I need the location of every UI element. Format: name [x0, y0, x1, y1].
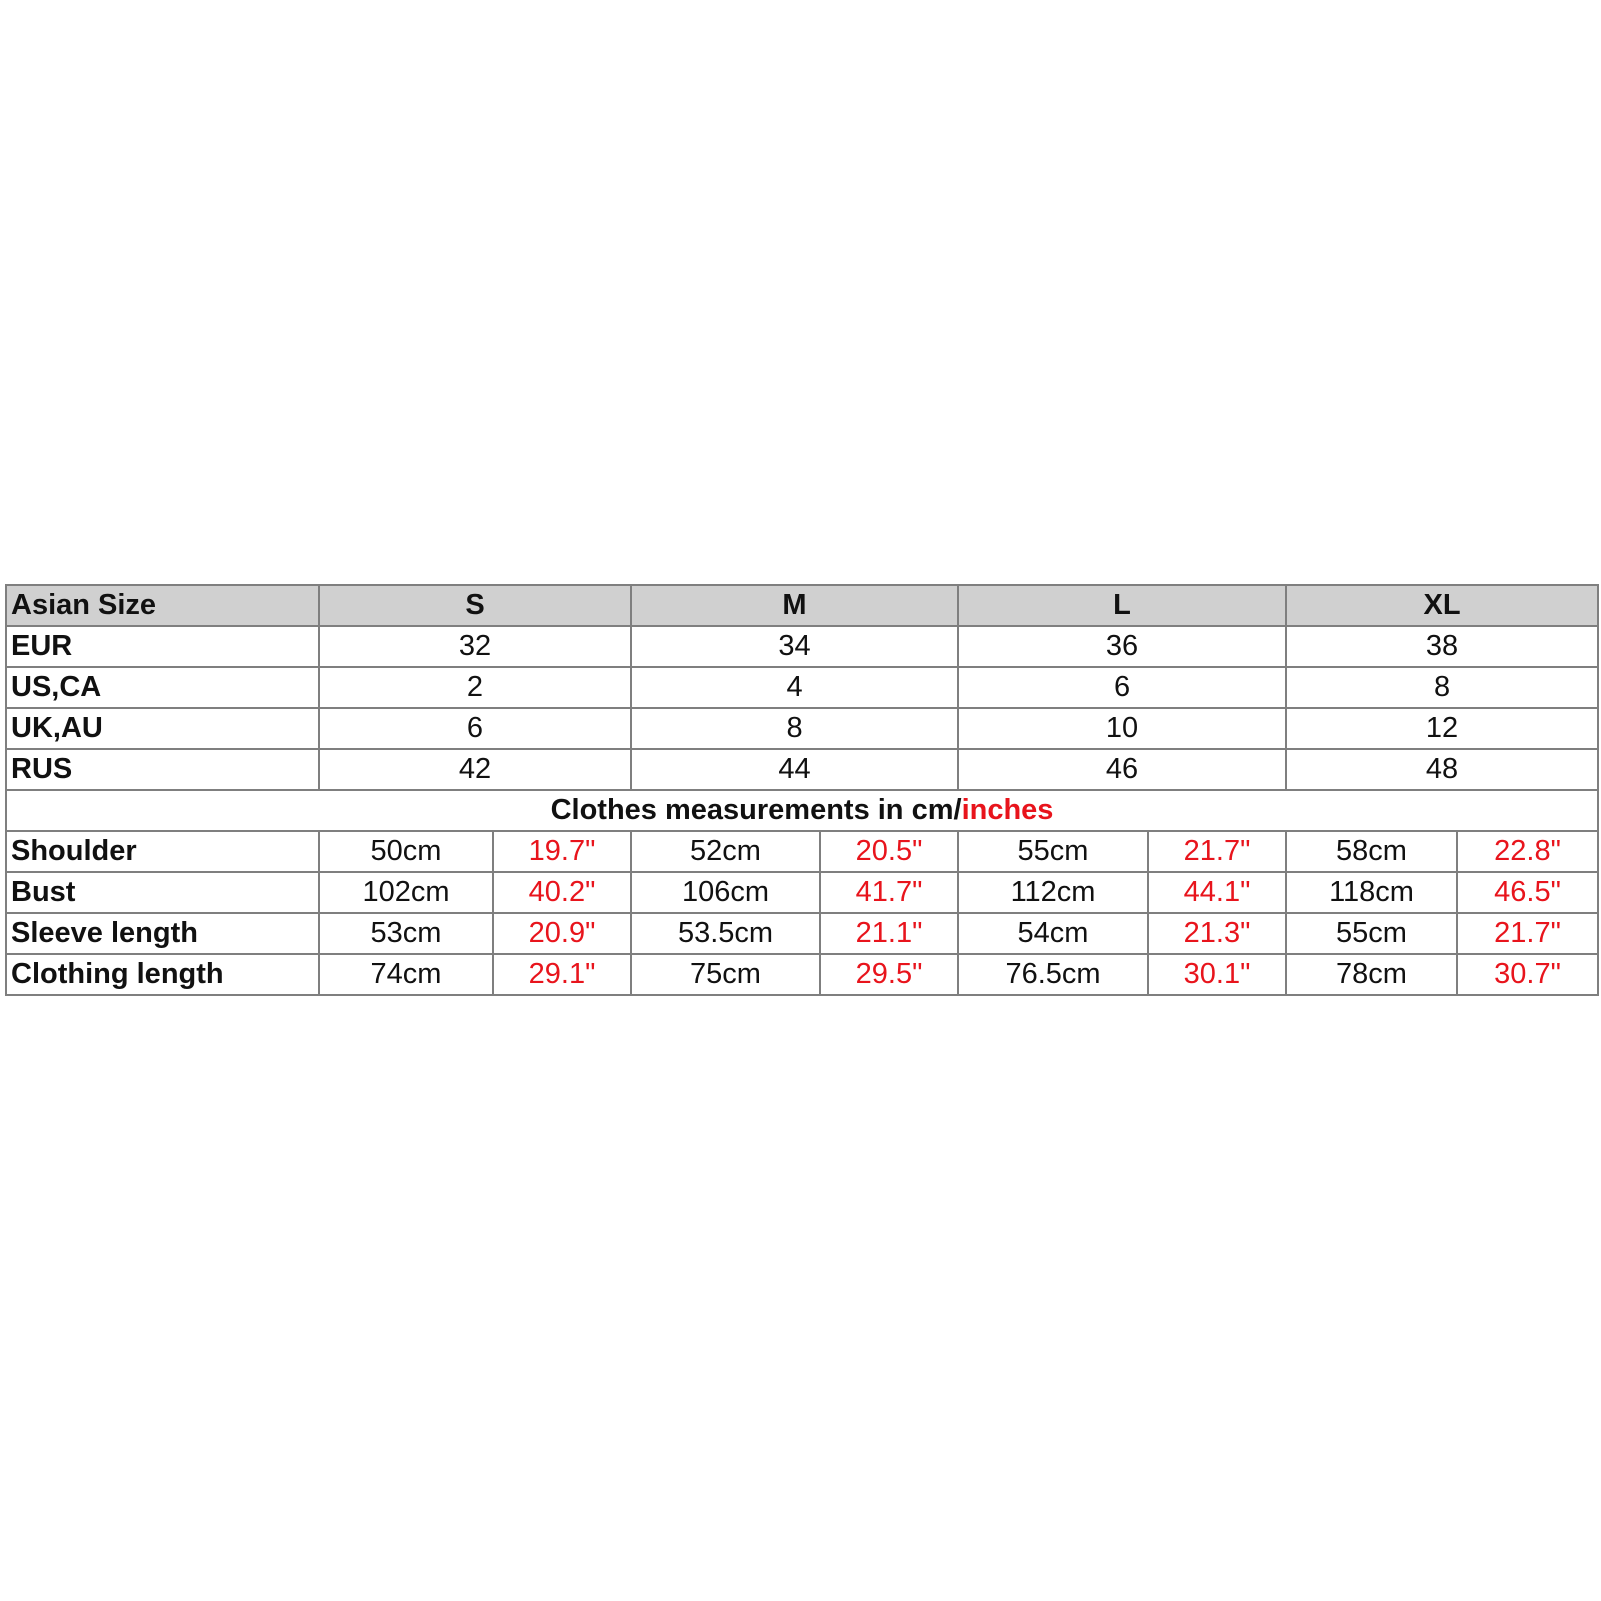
cm-cell: 102cm	[319, 872, 493, 913]
table-cell: 36	[958, 626, 1286, 667]
cm-cell: 55cm	[958, 831, 1148, 872]
cm-cell: 76.5cm	[958, 954, 1148, 995]
inch-cell: 21.1"	[820, 913, 958, 954]
section-title-prefix: Clothes measurements in cm/	[550, 794, 962, 826]
size-header-xl: XL	[1286, 585, 1598, 626]
section-row	[6, 790, 1598, 831]
measurement-row-shoulder	[6, 831, 1598, 872]
measurement-row-sleeve-length	[6, 913, 1598, 954]
inch-cell: 46.5"	[1457, 872, 1598, 913]
table-cell: 6	[319, 708, 631, 749]
inch-cell: 29.1"	[493, 954, 631, 995]
conversion-row-us-ca	[6, 667, 1598, 708]
cm-cell: 106cm	[631, 872, 820, 913]
inch-cell: 21.7"	[1148, 831, 1286, 872]
inch-cell: 21.3"	[1148, 913, 1286, 954]
cm-cell: 50cm	[319, 831, 493, 872]
table-cell: 46	[958, 749, 1286, 790]
table-cell: 38	[1286, 626, 1598, 667]
cm-cell: 112cm	[958, 872, 1148, 913]
table-cell: 8	[1286, 667, 1598, 708]
inch-cell: 20.9"	[493, 913, 631, 954]
table-cell: 34	[631, 626, 958, 667]
section-title	[6, 790, 1598, 831]
cm-cell: 74cm	[319, 954, 493, 995]
cm-cell: 53.5cm	[631, 913, 820, 954]
cm-cell: 54cm	[958, 913, 1148, 954]
table-cell: 44	[631, 749, 958, 790]
inch-cell: 21.7"	[1457, 913, 1598, 954]
conversion-row-eur	[6, 626, 1598, 667]
size-chart-table	[5, 584, 1599, 996]
table-cell: 42	[319, 749, 631, 790]
row-label: Clothing length	[6, 954, 319, 995]
conversion-row-uk-au	[6, 708, 1598, 749]
cm-cell: 118cm	[1286, 872, 1457, 913]
inch-cell: 30.7"	[1457, 954, 1598, 995]
size-header-s: S	[319, 585, 631, 626]
row-label: Sleeve length	[6, 913, 319, 954]
inch-cell: 19.7"	[493, 831, 631, 872]
cm-cell: 53cm	[319, 913, 493, 954]
table-cell: 8	[631, 708, 958, 749]
size-header-m: M	[631, 585, 958, 626]
cm-cell: 52cm	[631, 831, 820, 872]
inch-cell: 22.8"	[1457, 831, 1598, 872]
size-header-l: L	[958, 585, 1286, 626]
inch-cell: 41.7"	[820, 872, 958, 913]
inch-cell: 20.5"	[820, 831, 958, 872]
table-cell: 48	[1286, 749, 1598, 790]
table-cell: 10	[958, 708, 1286, 749]
conversion-row-rus	[6, 749, 1598, 790]
row-label: RUS	[6, 749, 319, 790]
row-label: US,CA	[6, 667, 319, 708]
measurement-row-clothing-length	[6, 954, 1598, 995]
row-label: EUR	[6, 626, 319, 667]
table-cell: 12	[1286, 708, 1598, 749]
inch-cell: 40.2"	[493, 872, 631, 913]
measurement-row-bust	[6, 872, 1598, 913]
header-label: Asian Size	[6, 585, 319, 626]
cm-cell: 78cm	[1286, 954, 1457, 995]
table-cell: 4	[631, 667, 958, 708]
inch-cell: 29.5"	[820, 954, 958, 995]
table-cell: 32	[319, 626, 631, 667]
cm-cell: 55cm	[1286, 913, 1457, 954]
inch-cell: 30.1"	[1148, 954, 1286, 995]
inch-cell: 44.1"	[1148, 872, 1286, 913]
row-label: Bust	[6, 872, 319, 913]
row-label: UK,AU	[6, 708, 319, 749]
cm-cell: 58cm	[1286, 831, 1457, 872]
cm-cell: 75cm	[631, 954, 820, 995]
table-cell: 2	[319, 667, 631, 708]
row-label: Shoulder	[6, 831, 319, 872]
header-row	[6, 585, 1598, 626]
section-title-accent: inches	[961, 794, 1054, 826]
table-cell: 6	[958, 667, 1286, 708]
